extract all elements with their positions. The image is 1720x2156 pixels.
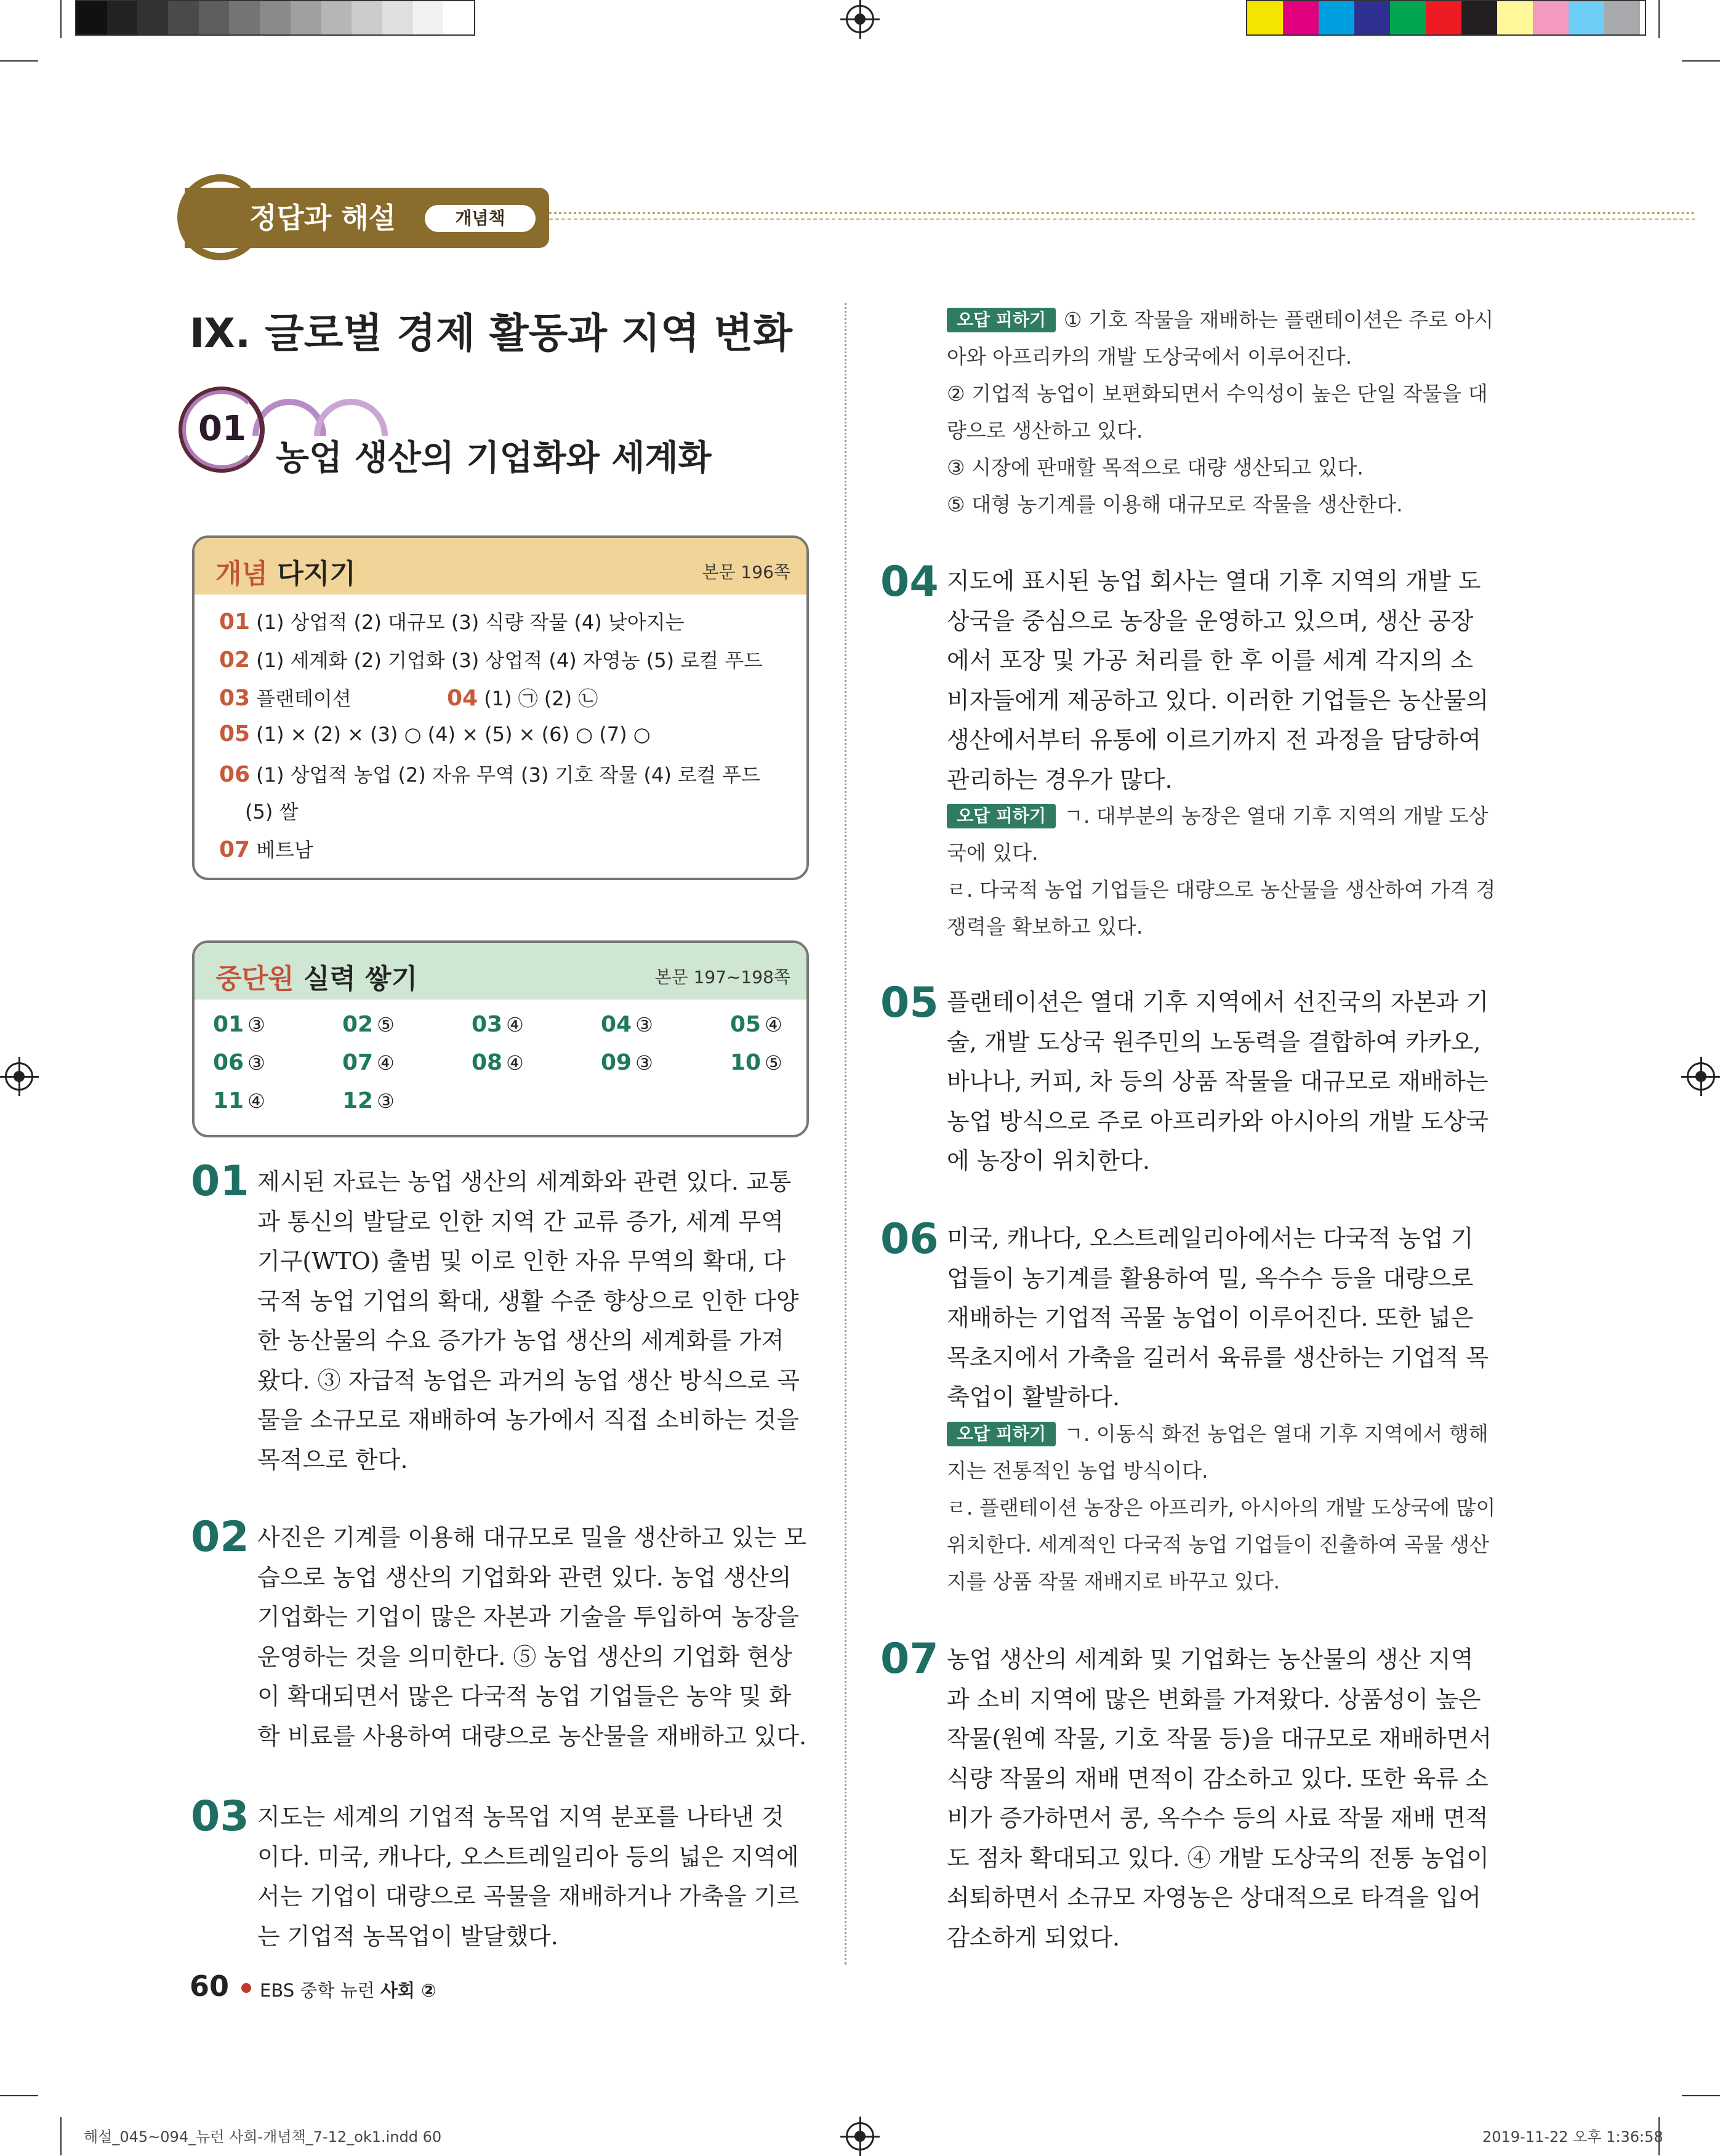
answer-item: 04 ③ [601,1012,653,1037]
crop-mark [60,0,62,38]
item-number: 05 [880,979,939,1027]
explanation-paragraph: 사진은 기계를 이용해 대규모로 밀을 생산하고 있는 모 습으로 농업 생산의 기업화와 관련 있다. 농업 생산의 기업화는 기업이 많은 자본과 기술을 투입하여 농장을 운영하는 것을 의미한다. ⑤ 농업 생산의 기업화 현상 이 확대되면서 많은 다국적 농업 기업들은 농약 및 화 학 비료를 사용하여 대량으로 농산물을 재배하고 있다. [257,1524,807,1750]
wrong-answer-tag: 오답 피하기 [947,308,1056,332]
concept-row: 05 (1) × (2) × (3) ○ (4) × (5) × (6) ○ (7) ○ [219,721,651,747]
crop-mark [0,2095,38,2096]
registration-mark-bottom [846,2122,874,2150]
answer-item: 01 ③ [213,1012,265,1037]
page-number: 60 [190,1970,230,2003]
header-dotted-rule [549,212,1695,214]
concept-row: 03 플랜테이션 [219,686,352,711]
item-number: 01 [191,1157,249,1206]
footer-bullet [241,1983,251,1993]
answer-item: 06 ③ [213,1050,265,1075]
process-color-bar [1246,0,1646,36]
crop-mark [60,2117,62,2155]
concept-review-box [192,535,809,880]
explanation-paragraph: 지도에 표시된 농업 회사는 열대 기후 지역의 개발 도 상국을 중심으로 농장을 운영하고 있으며, 생산 공장 에서 포장 및 가공 처리를 한 후 이를 세계 각지의 소 비자들에게 제공하고 있다. 이러한 기업들은 농산물의 생산에서부터 유통에 이르기까지 전 과정을 담당하여 관리하는 경우가 많다. [947,567,1489,793]
answer-item: 05 ④ [730,1012,782,1037]
concept-row: 01 (1) 상업적 (2) 대규모 (3) 식량 작물 (4) 낮아지는 [219,609,685,635]
concept-row: (5) 쌀 [245,800,299,824]
registration-mark-right [1687,1062,1715,1091]
grayscale-color-bar [75,0,475,36]
wrong-answer-note: ㄱ. 이동식 화전 농업은 열대 기후 지역에서 행해 지는 전통적인 농업 방식이다. ㄹ. 플랜테이션 농장은 아프리카, 아시아의 개발 도상국에 많이 위치한다. 세계적인 다국적 농업 기업들이 진출하여 곡물 생산 지를 상품 작물 재배지로 바꾸고 있다. [947,1422,1496,1593]
crop-mark [1682,2095,1720,2096]
concept-row: 07 베트남 [219,837,313,862]
concept-row: 06 (1) 상업적 농업 (2) 자유 무역 (3) 기호 작물 (4) 로컬 푸드 [219,762,760,787]
concept-box-label-a: 개념 [215,558,268,590]
review-box-label-a: 중단원 [215,963,294,995]
item-number: 04 [880,558,939,606]
wrong-answer-tag: 오답 피하기 [947,804,1056,828]
concept-box-page-ref: 본문 196쪽 [702,562,790,582]
item-number: 02 [191,1513,249,1561]
concept-box-label-b: 다지기 [277,558,356,590]
answer-item: 11 ④ [213,1088,265,1113]
explanation-paragraph: 농업 생산의 세계화 및 기업화는 농산물의 생산 지역 과 소비 지역에 많은 변화를 가져왔다. 상품성이 높은 작물(원예 작물, 기호 작물 등)을 대규모로 재배하면서 식량 작물의 재배 면적이 감소하고 있다. 또한 육류 소 비가 증가하면서 콩, 옥수수 등의 사료 작물 재배 면적 도 점차 확대되고 있다. ④ 개발 도상국의 전통 농업이 쇠퇴하면서 소규모 자영농은 상대적으로 타격을 입어 감소하게 되었다. [947,1646,1492,1951]
wrong-answer-tag: 오답 피하기 [947,1422,1056,1446]
explanation-paragraph: 제시된 자료는 농업 생산의 세계화와 관련 있다. 교통 과 통신의 발달로 인한 지역 간 교류 증가, 세계 무역 기구(WTO) 출범 및 이로 인한 자유 무역의 확대, 다 국적 농업 기업의 확대, 생활 수준 향상으로 인한 다양 한 농산물의 수요 증가가 농업 생산의 세계화를 가져 왔다. ③ 자급적 농업은 과거의 농업 생산 방식으로 곡 물을 소규모로 재배하여 농가에서 직접 소비하는 것을 목적으로 한다. [257,1168,800,1473]
crop-mark [1658,0,1660,38]
unit-review-box [192,940,809,1137]
wrong-answer-note: ① 기호 작물을 재배하는 플랜테이션은 주로 아시 아와 아프리카의 개발 도상국에서 이루어진다. ② 기업적 농업이 보편화되면서 수익성이 높은 단일 작물을 대 량으로 생산하고 있다. ③ 시장에 판매할 목적으로 대량 생산되고 있다. ⑤ 대형 농기계를 이용해 대규모로 작물을 생산한다. [947,308,1494,516]
header-title: 정답과 해설 [249,201,396,234]
review-box-page-ref: 본문 197~198쪽 [654,967,790,987]
section-title: 농업 생산의 기업화와 세계화 [276,438,712,478]
registration-mark-left [5,1062,33,1091]
print-slug-file: 해설_045~094_뉴런 사회-개념책_7-12_ok1.indd 60 [84,2128,442,2146]
explanation-paragraph: 지도는 세계의 기업적 농목업 지역 분포를 나타낸 것 이다. 미국, 캐나다, 오스트레일리아 등의 넓은 지역에 서는 기업이 대량으로 곡물을 재배하거나 가축을 기르 는 기업적 농목업이 발달했다. [257,1803,800,1950]
header-dashed-rule [549,218,1695,220]
answer-item: 09 ③ [601,1050,653,1075]
explanation-paragraph: 플랜테이션은 열대 기후 지역에서 선진국의 자본과 기 술, 개발 도상국 원주민의 노동력을 결합하여 카카오, 바나나, 커피, 차 등의 상품 작물을 대규모로 재배하는 농업 방식으로 주로 아프리카와 아시아의 개발 도상국 에 농장이 위치한다. [947,988,1489,1174]
item-number: 06 [880,1215,939,1264]
section-number: 01 [198,409,246,449]
chapter-title: Ⅸ. 글로벌 경제 활동과 지역 변화 [190,310,792,357]
item-number: 07 [880,1635,939,1683]
concept-row: 04 (1) ㉠ (2) ㉡ [447,686,598,711]
explanation-paragraph: 미국, 캐나다, 오스트레일리아에서는 다국적 농업 기 업들이 농기계를 활용하여 밀, 옥수수 등을 대량으로 재배하는 기업적 곡물 농업이 이루어진다. 또한 넓은 목초지에서 가축을 길러서 육류를 생산하는 기업적 목 축업이 활발하다. [947,1225,1489,1411]
review-box-title [215,956,417,996]
answer-item: 02 ⑤ [342,1012,395,1037]
concept-box-title [215,551,356,591]
footer-book-title: EBS 중학 뉴런 사회 ② [260,1980,436,2001]
review-box-label-b: 실력 쌓기 [303,963,418,995]
answer-item: 07 ④ [342,1050,395,1075]
item-number: 03 [191,1792,249,1841]
answer-item: 12 ③ [342,1088,395,1113]
crop-mark [1682,60,1720,62]
print-slug-date: 2019-11-22 오후 1:36:58 [1482,2128,1663,2146]
answer-item: 03 ④ [472,1012,524,1037]
crop-mark [0,60,38,62]
answer-item: 08 ④ [472,1050,524,1075]
registration-mark-top [846,5,874,33]
answer-item: 10 ⑤ [730,1050,782,1075]
concept-row: 02 (1) 세계화 (2) 기업화 (3) 상업적 (4) 자영농 (5) 로컬 푸드 [219,647,763,673]
column-divider [845,303,846,1965]
header-tag: 개념책 [425,205,536,232]
wrong-answer-note: ㄱ. 대부분의 농장은 열대 기후 지역의 개발 도상 국에 있다. ㄹ. 다국적 농업 기업들은 대량으로 농산물을 생산하여 가격 경 쟁력을 확보하고 있다. [947,804,1496,939]
